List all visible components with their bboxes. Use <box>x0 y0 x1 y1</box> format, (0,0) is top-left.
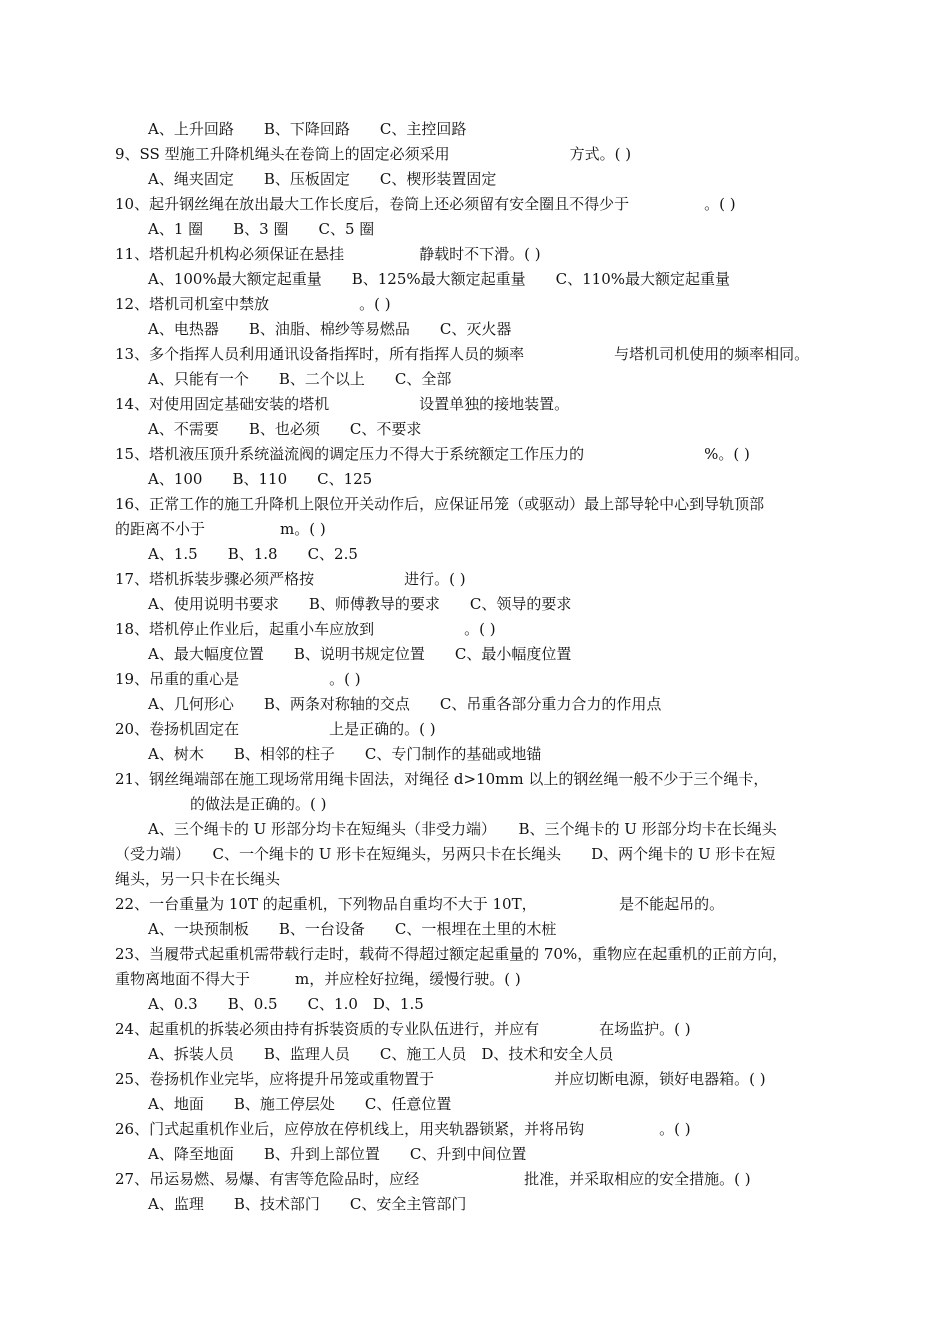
question-continuation: 的距离不小于 m。( ) <box>115 520 326 538</box>
question-list <box>115 117 840 1217</box>
answer-options: A、最大幅度位置 B、说明书规定位置 C、最小幅度位置 <box>148 645 572 663</box>
question-text: 9、SS 型施工升降机绳头在卷筒上的固定必须采用 方式。( ) <box>115 145 632 163</box>
answer-options: A、拆装人员 B、监理人员 C、施工人员 D、技术和安全人员 <box>148 1045 614 1063</box>
question-text: 12、塔机司机室中禁放 。( ) <box>115 295 391 313</box>
question-continuation: 重物离地面不得大于 m，并应栓好拉绳，缓慢行驶。( ) <box>115 970 521 988</box>
answer-options: A、电热器 B、油脂、棉纱等易燃品 C、灭火器 <box>148 320 512 338</box>
answer-options: A、监理 B、技术部门 C、安全主管部门 <box>148 1195 467 1213</box>
question-continuation: （受力端） C、一个绳卡的 U 形卡在短绳头，另两只卡在长绳头 D、两个绳卡的 U 形卡在短 <box>115 845 776 863</box>
question-text: 16、正常工作的施工升降机上限位开关动作后，应保证吊笼（或驱动）最上部导轮中心到导轨顶部 <box>115 495 765 513</box>
answer-options: A、树木 B、相邻的柱子 C、专门制作的基础或地锚 <box>148 745 542 763</box>
question-text: 24、起重机的拆装必须由持有拆装资质的专业队伍进行，并应有 在场监护。( ) <box>115 1020 691 1038</box>
question-text: 13、多个指挥人员利用通讯设备指挥时，所有指挥人员的频率 与塔机司机使用的频率相同。 <box>115 345 810 363</box>
answer-options: A、地面 B、施工停层处 C、任意位置 <box>148 1095 452 1113</box>
question-text: 27、吊运易燃、易爆、有害等危险品时，应经 批准，并采取相应的安全措施。( ) <box>115 1170 751 1188</box>
question-text: 14、对使用固定基础安装的塔机 设置单独的接地装置。 <box>115 395 570 413</box>
answer-options: A、上升回路 B、下降回路 C、主控回路 <box>148 120 467 138</box>
question-text: 23、当履带式起重机需带载行走时，载荷不得超过额定起重量的 70%，重物应在起重机的正前方向， <box>115 945 788 963</box>
question-text: 20、卷扬机固定在 上是正确的。( ) <box>115 720 436 738</box>
answer-options: A、0.3 B、0.5 C、1.0 D、1.5 <box>148 995 424 1013</box>
answer-options: A、使用说明书要求 B、师傅教导的要求 C、领导的要求 <box>148 595 572 613</box>
question-continuation: 绳头，另一只卡在长绳头 <box>115 870 281 888</box>
question-text: 21、钢丝绳端部在施工现场常用绳卡固法，对绳径 d>10mm 以上的钢丝绳一般不少于三个绳卡， <box>115 770 769 788</box>
question-text: 26、门式起重机作业后，应停放在停机线上，用夹轨器锁紧，并将吊钩 。( ) <box>115 1120 691 1138</box>
answer-options: A、100 B、110 C、125 <box>148 470 373 488</box>
answer-options: A、几何形心 B、两条对称轴的交点 C、吊重各部分重力合力的作用点 <box>148 695 662 713</box>
question-text: 25、卷扬机作业完毕，应将提升吊笼或重物置于 并应切断电源，锁好电器箱。( ) <box>115 1070 766 1088</box>
question-text: 17、塔机拆装步骤必须严格按 进行。( ) <box>115 570 466 588</box>
answer-options: A、绳夹固定 B、压板固定 C、楔形装置固定 <box>148 170 497 188</box>
answer-options: A、1.5 B、1.8 C、2.5 <box>148 545 358 563</box>
question-text: 15、塔机液压顶升系统溢流阀的调定压力不得大于系统额定工作压力的 %。( ) <box>115 445 750 463</box>
answer-options: A、只能有一个 B、二个以上 C、全部 <box>148 370 452 388</box>
question-text: 11、塔机起升机构必须保证在悬挂 静载时不下滑。( ) <box>115 245 541 263</box>
answer-options: A、降至地面 B、升到上部位置 C、升到中间位置 <box>148 1145 527 1163</box>
question-continuation: 的做法是正确的。( ) <box>115 795 327 813</box>
answer-options: A、三个绳卡的 U 形部分均卡在短绳头（非受力端） B、三个绳卡的 U 形部分均卡在长绳头 <box>148 820 777 838</box>
answer-options: A、不需要 B、也必须 C、不要求 <box>148 420 422 438</box>
answer-options: A、100%最大额定起重量 B、125%最大额定起重量 C、110%最大额定起重量 <box>148 270 730 288</box>
answer-options: A、1 圈 B、3 圈 C、5 圈 <box>148 220 375 238</box>
question-text: 22、一台重量为 10T 的起重机，下列物品自重均不大于 10T， 是不能起吊的。 <box>115 895 725 913</box>
question-text: 18、塔机停止作业后，起重小车应放到 。( ) <box>115 620 496 638</box>
question-text: 19、吊重的重心是 。( ) <box>115 670 361 688</box>
question-text: 10、起升钢丝绳在放出最大工作长度后，卷筒上还必须留有安全圈且不得少于 。( ) <box>115 195 736 213</box>
answer-options: A、一块预制板 B、一台设备 C、一根埋在土里的木桩 <box>148 920 557 938</box>
